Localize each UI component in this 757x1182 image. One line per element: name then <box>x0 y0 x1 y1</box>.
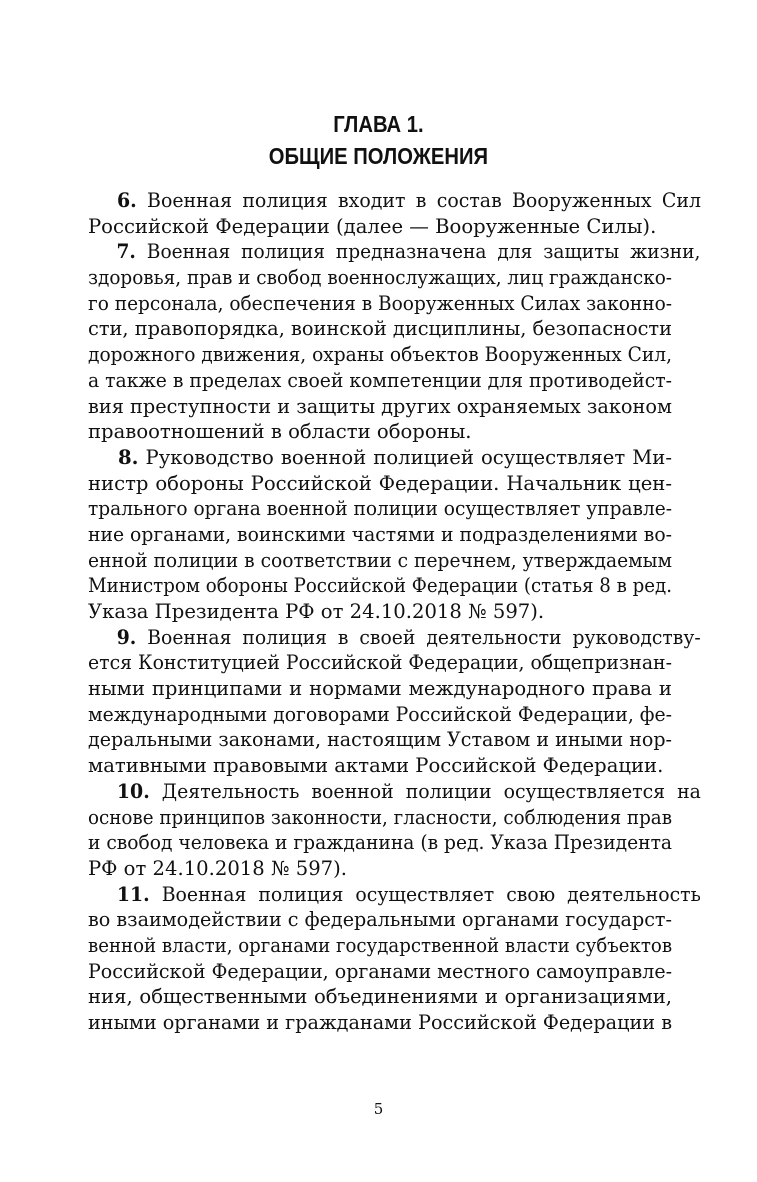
line-text: ными принципами и нормами международного права и <box>88 677 672 701</box>
paragraph <box>88 188 701 239</box>
paragraph-number: 6. <box>116 189 137 212</box>
line-text: енной полиции в соответствии с перечнем, утверждаемым <box>88 548 673 572</box>
paragraph-number: 8. <box>118 445 139 469</box>
text-line <box>88 984 672 1010</box>
line-text: сти, правопорядка, воинской дисциплины, безопасности <box>88 317 673 341</box>
paragraph-number: 11. <box>116 882 150 906</box>
text-line <box>88 368 672 394</box>
line-text: ется Конституцией Российской Федерации, общепризнан- <box>88 651 672 675</box>
text-line <box>88 1010 672 1036</box>
text-line <box>88 830 672 856</box>
paragraph <box>88 779 701 882</box>
text-line <box>88 265 672 291</box>
paragraph-number: 9. <box>116 625 137 649</box>
text-line <box>88 342 672 368</box>
text-line <box>88 239 700 265</box>
line-text: Военная полиция осуществляет свою деятельность <box>149 882 701 906</box>
line-text: Российской Федерации (далее — Вооруженные Силы). <box>88 214 657 238</box>
line-text: Военная полиция предназначена для защиты жизни, <box>135 240 701 264</box>
line-text: го персонала, обеспечения в Вооруженных Силах законно- <box>88 291 673 315</box>
text-line <box>88 959 672 985</box>
line-text: вия преступности и защиты других охраняемых законом <box>88 394 673 418</box>
paragraph-number: 10. <box>116 779 150 803</box>
text-line <box>88 779 701 805</box>
line-text: а также в пределах своей компетенции для противодейст- <box>88 368 673 392</box>
line-text: венной власти, органами государственной власти субъектов <box>88 933 673 957</box>
paragraph <box>88 239 701 445</box>
line-text: Военная полиция входит в состав Вооруженных Сил <box>136 189 701 212</box>
text-line <box>88 599 672 625</box>
paragraph <box>88 882 701 1036</box>
text-line <box>88 316 672 342</box>
text-line <box>88 522 672 548</box>
text-line <box>88 291 672 317</box>
line-text: международными договорами Российской Федерации, фе- <box>88 702 673 726</box>
text-line <box>88 548 672 574</box>
paragraph <box>88 625 701 779</box>
text-line <box>88 805 672 831</box>
line-text: трального органа военной полиции осуществляет управле- <box>88 497 673 521</box>
text-line <box>88 188 701 214</box>
text-line <box>88 907 672 933</box>
text-line <box>88 625 701 651</box>
line-text: основе принципов законности, гласности, соблюдения прав <box>88 805 673 829</box>
line-text: здоровья, прав и свобод военнослужащих, лиц гражданско- <box>88 266 672 290</box>
text-line <box>88 471 672 497</box>
text-line <box>88 727 672 753</box>
page-number: 5 <box>373 1100 384 1118</box>
line-text: во взаимодействии с федеральными органами государст- <box>88 908 672 932</box>
line-text: Руководство военной полицией осуществляет Ми- <box>138 445 672 469</box>
text-line <box>88 214 672 240</box>
paragraph <box>88 445 672 625</box>
line-text: Военная полиция в своей деятельности руководству- <box>136 625 701 649</box>
line-text: Российской Федерации, органами местного самоуправле- <box>88 959 673 983</box>
chapter-heading <box>53 108 704 172</box>
line-text: дорожного движения, охраны объектов Вооруженных Сил, <box>88 343 672 367</box>
line-text: Указа Президента РФ от 24.10.2018 № 597). <box>88 600 545 623</box>
line-text: Министром обороны Российской Федерации (статья 8 в ред. <box>88 574 673 598</box>
line-text: ния, общественными объединениями и организациями, <box>88 985 672 1009</box>
line-text: деральными законами, настоящим Уставом и иными нор- <box>88 728 672 752</box>
line-text: иными органами и гражданами Российской Федерации в <box>88 1011 673 1034</box>
text-line <box>88 650 672 676</box>
text-line <box>88 753 672 779</box>
text-line <box>88 496 672 522</box>
text-line <box>88 573 672 599</box>
paragraph-number: 7. <box>116 240 136 264</box>
line-text: и свобод человека и гражданина (в ред. Указа Президента <box>88 831 673 855</box>
line-text: мативными правовыми актами Российской Федерации. <box>88 754 664 778</box>
line-text: РФ от 24.10.2018 № 597). <box>88 856 347 880</box>
text-line <box>88 882 701 908</box>
line-text: Деятельность военной полиции осуществляется на <box>149 779 701 803</box>
text-line <box>88 419 672 445</box>
line-text: ние органами, воинскими частями и подразделениями во- <box>88 522 672 546</box>
chapter-number: ГЛАВА 1. <box>333 111 424 137</box>
line-text: правоотношений в области обороны. <box>88 420 472 444</box>
text-line <box>88 933 672 959</box>
line-text: нистр обороны Российской Федерации. Начальник цен- <box>88 471 672 495</box>
text-line <box>88 445 672 471</box>
chapter-title: ОБЩИЕ ПОЛОЖЕНИЯ <box>268 143 489 169</box>
text-line <box>88 676 672 702</box>
text-line <box>88 394 672 420</box>
text-line <box>88 856 672 882</box>
body-text <box>88 188 701 1036</box>
text-line <box>88 702 672 728</box>
